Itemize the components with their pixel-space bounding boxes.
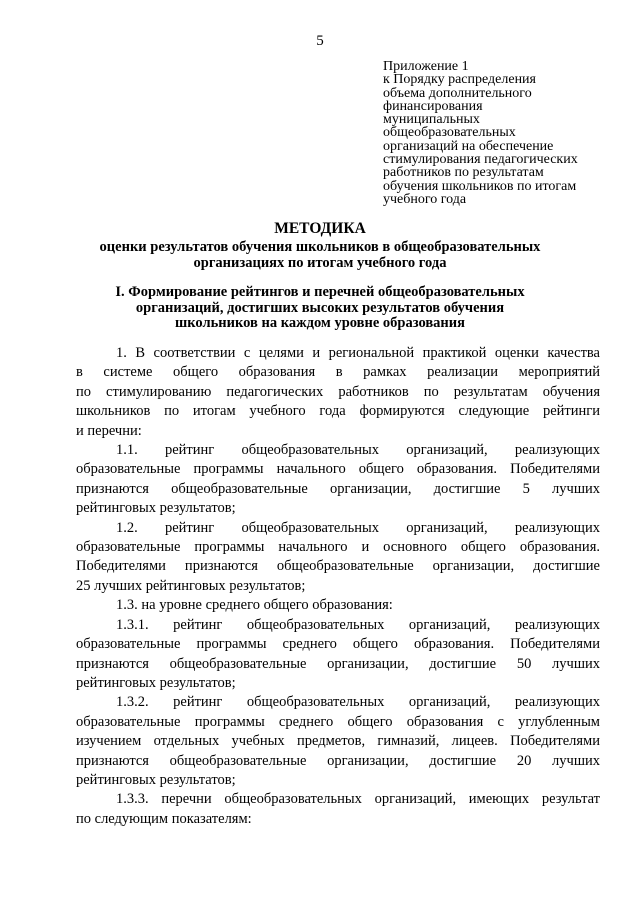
paragraph [76,596,600,615]
paragraph-line: в системе общего образования в рамках реализации мероприятий [76,364,600,381]
appendix-line: стимулирования педагогических [383,152,578,168]
document-title: МЕТОДИКА [274,220,366,237]
section-heading-line: I. Формирование рейтингов и перечней общеобразовательных [115,284,525,300]
paragraph-line: 1.1. рейтинг общеобразовательных организаций, реализующих [116,442,600,459]
paragraph-line: школьников по итогам учебного года формируются следующие рейтинги [76,403,600,420]
paragraph [76,616,600,694]
section-heading [0,285,640,332]
paragraph-line: рейтинговых результатов; [76,771,236,788]
appendix-line: обучения школьников по итогам [383,178,577,194]
paragraph [76,693,600,790]
section-heading-line: организаций, достигших высоких результатов обучения [135,299,505,316]
paragraph-line: 1.3.1. рейтинг общеобразовательных организаций, реализующих [116,616,600,633]
paragraph [76,790,600,829]
paragraph-line: изучением отдельных учебных предметов, гимназий, лицеев. Победителями [76,733,600,750]
appendix-line: Приложение 1 [383,59,469,74]
appendix-note [383,60,623,206]
appendix-line: организаций на обеспечение [383,138,554,154]
document-subtitle [0,239,640,271]
subtitle-line: оценки результатов обучения школьников в общеобразовательных [99,239,541,255]
paragraph-line: признаются общеобразовательные организации, достигшие 20 лучших [76,752,600,769]
paragraph-line: рейтинговых результатов; [76,674,236,691]
paragraph [76,519,600,597]
page-number: 5 [316,33,324,49]
appendix-line: к Порядку распределения [383,72,536,88]
paragraph [76,344,600,441]
paragraph [76,441,600,519]
paragraph-line: 1.3.2. рейтинг общеобразовательных организаций, реализующих [116,694,600,711]
appendix-line: общеобразовательных [383,125,516,141]
appendix-line: финансирования [383,98,483,114]
paragraph-line: признаются общеобразовательные организации, достигшие 50 лучших [76,655,600,672]
document-body [76,344,600,829]
paragraph-line: 1.3. на уровне среднего общего образования: [116,597,393,614]
paragraph-line: по стимулированию педагогических работников по результатам обучения [76,383,600,400]
paragraph-line: 25 лучших рейтинговых результатов; [76,577,306,594]
paragraph-line: 1.2. рейтинг общеобразовательных организаций, реализующих [116,519,600,536]
paragraph-line: 1.3.3. перечни общеобразовательных организаций, имеющих результат [116,791,600,808]
paragraph-line: образовательные программы начального и основного общего образования. [76,539,600,556]
paragraph-line: по следующим показателям: [76,810,252,827]
paragraph-line: образовательные программы среднего общего образования. Победителями [76,636,600,653]
paragraph-line: и перечни: [76,422,142,439]
appendix-line: работников по результатам [383,165,544,181]
appendix-line: объема дополнительного [383,85,532,101]
paragraph-line: рейтинговых результатов; [76,500,236,517]
appendix-line: муниципальных [383,112,480,128]
paragraph-line: Победителями признаются общеобразовательные организации, достигшие [76,558,600,575]
paragraph-line: образовательные программы среднего общего образования с углубленным [76,713,600,730]
section-heading-line: школьников на каждом уровне образования [175,315,465,331]
appendix-line: учебного года [383,191,467,207]
paragraph-line: признаются общеобразовательные организации, достигшие 5 лучших [76,480,600,497]
subtitle-line: организациях по итогам учебного года [193,255,447,271]
paragraph-line: 1. В соответствии с целями и региональной практикой оценки качества [116,345,600,361]
paragraph-line: образовательные программы начального общего образования. Победителями [76,461,600,478]
